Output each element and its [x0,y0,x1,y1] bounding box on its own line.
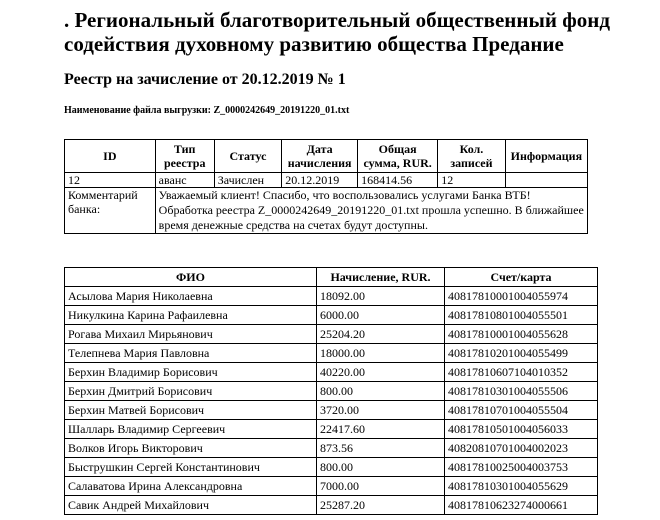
client-accrual: 6000.00 [317,306,445,325]
accruals-table [64,267,598,515]
table-row [65,496,598,515]
client-name: Шалларь Владимир Сергеевич [65,420,317,439]
summary-header-row [65,140,588,173]
client-name: Никулкина Карина Рафаилевна [65,306,317,325]
summary-date: 20.12.2019 [282,173,358,188]
table-row [65,344,598,363]
client-name: Берхин Матвей Борисович [65,401,317,420]
client-accrual: 7000.00 [317,477,445,496]
table-row [65,306,598,325]
client-accrual: 18000.00 [317,344,445,363]
client-name: Рогава Михаил Мирьянович [65,325,317,344]
table-row [65,477,598,496]
summary-type: аванс [155,173,214,188]
summary-status: Зачислен [214,173,281,188]
table-row [65,401,598,420]
client-account: 40820810701004002023 [445,439,598,458]
organization-title: . Региональный благотворительный общественный фонд содействия духовному развитию общества Предание [64,8,610,56]
client-account: 40817810801004055501 [445,306,598,325]
col-accrual: Начисление, RUR. [317,268,445,287]
client-name: Савик Андрей Михайлович [65,496,317,515]
col-account: Счет/карта [445,268,598,287]
bank-comment-text: Уважаемый клиент! Спасибо, что воспользовались услугами Банка ВТБ! Обработка реестра Z_0000242649_20191220_01.txt прошла успешно. В ближайшее время денежные средства на счетах будут доступны. [155,188,587,234]
client-name: Телепнева Мария Павловна [65,344,317,363]
client-account: 40817810301004055629 [445,477,598,496]
client-account: 40817810201004055499 [445,344,598,363]
export-file-label: Наименование файла выгрузки: [64,105,212,116]
client-account: 40817810025004003753 [445,458,598,477]
table-row [65,287,598,306]
client-accrual: 3720.00 [317,401,445,420]
client-accrual: 800.00 [317,458,445,477]
summary-data-row [65,173,588,188]
summary-col-info: Информация [505,140,587,173]
table-row [65,382,598,401]
client-name: Быструшкин Сергей Константинович [65,458,317,477]
client-name: Берхин Владимир Борисович [65,363,317,382]
summary-col-type: Тип реестра [155,140,214,173]
export-file-name [64,105,349,116]
summary-id: 12 [65,173,156,188]
client-account: 40817810607104010352 [445,363,598,382]
client-accrual: 40220.00 [317,363,445,382]
summary-count: 12 [438,173,505,188]
table-row [65,325,598,344]
summary-col-total: Общая сумма, RUR. [358,140,438,173]
registry-title: Реестр на зачисление от 20.12.2019 № 1 [64,71,346,88]
accruals-header-row [65,268,598,287]
table-row [65,363,598,382]
client-accrual: 22417.60 [317,420,445,439]
client-accrual: 25287.20 [317,496,445,515]
client-account: 40817810501004056033 [445,420,598,439]
client-name: Волков Игорь Викторович [65,439,317,458]
table-row [65,439,598,458]
registry-summary-table [64,139,588,234]
client-account: 40817810001004055628 [445,325,598,344]
summary-info [505,173,587,188]
client-account: 40817810001004055974 [445,287,598,306]
export-file-value: Z_0000242649_20191220_01.txt [213,105,350,116]
bank-comment-row [65,188,588,234]
table-row [65,458,598,477]
client-name: Асылова Мария Николаевна [65,287,317,306]
summary-col-count: Кол. записей [438,140,505,173]
summary-col-status: Статус [214,140,281,173]
client-name: Салаватова Ирина Александровна [65,477,317,496]
client-name: Берхин Дмитрий Борисович [65,382,317,401]
client-accrual: 873.56 [317,439,445,458]
client-account: 40817810701004055504 [445,401,598,420]
client-account: 40817810623274000661 [445,496,598,515]
table-row [65,420,598,439]
bank-comment-label: Комментарий банка: [65,188,156,234]
client-accrual: 18092.00 [317,287,445,306]
summary-col-id: ID [65,140,156,173]
summary-total: 168414.56 [358,173,438,188]
client-accrual: 25204.20 [317,325,445,344]
client-account: 40817810301004055506 [445,382,598,401]
summary-col-date: Дата начисления [282,140,358,173]
col-full-name: ФИО [65,268,317,287]
client-accrual: 800.00 [317,382,445,401]
